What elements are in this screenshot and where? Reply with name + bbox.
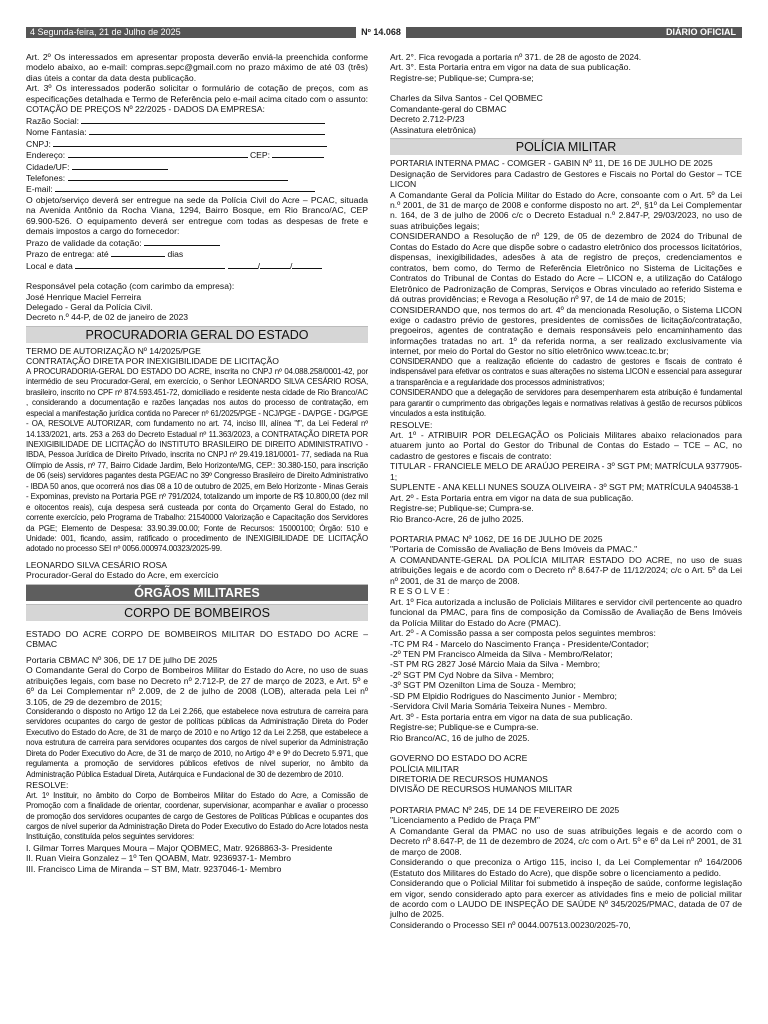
paragraph: "Licenciamento a Pedido de Praça PM" <box>390 815 540 826</box>
form-razao: Razão Social: <box>26 115 368 126</box>
section-title: CONTRATAÇÃO DIRETA POR INEXIGIBILIDADE DE LICITAÇÃO <box>26 356 279 367</box>
section-header-line: POLÍCIA MILITAR <box>390 763 460 774</box>
page-header <box>26 27 742 38</box>
paragraph: O objeto/serviço deverá ser entregue na sede da Polícia Civil do Acre – PCAC, situada na Avenida Antônio da Rocha Viana, 1294, Bairro Bosque, em Rio Branco/AC, CEP 69.900-526. O equipamento deverá ser entregue com todas as despesas de frete e demais impostos a cargo do fornecedor: <box>26 194 368 237</box>
list-item: III. Francisco Lima de Miranda – ST BM, Matr. 9237046-1- Membro <box>26 863 282 874</box>
paragraph: Art. 2º - A Comissão passa a ser composta pelos seguintes membros: <box>390 628 656 639</box>
paragraph: Art. 2º Os interessados em apresentar proposta deverão enviá-la preenchida conforme modelo abaixo, ao e-mail: compras.sepc@gmail.com no prazo máximo de até 03 (três) dias úteis a contar da data desta publicação. <box>26 52 368 83</box>
section-title: TERMO DE AUTORIZAÇÃO Nº 14/2025/PGE <box>26 345 201 356</box>
paragraph: Art. 1º Fica autorizada a inclusão de Policiais Militares e servidor civil pertencente ao quadro funcional da PMAC, para fins de composição da Comissão de Avaliação de Bens Imóveis da Polícia Militar do Estado do Acre (PMAC). <box>390 596 742 628</box>
paragraph: CONSIDERANDO que a realização eficiente do cadastro de gestores e fiscais de contrato é indispensável para efetivar os contratos e suas alterações no sistema LICON e essencial para assegurar a transparência e a regularidade dos processos administrativos; <box>390 356 742 387</box>
paragraph: Considerando que o Policial Militar foi submetido à inspeção de saúde, conforme legislação em vigor, sendo considerado apto para exercer as atividades fins e meio de policial militar de acordo com o LAUDO DE INSPEÇÃO DE SAÚDE Nº 345/2025/PMAC, datada de 07 de julho de 2025. <box>390 878 742 920</box>
paragraph: Considerando o disposto no Artigo 12 da Lei 2.266, que estabelece nova estrutura de carreira para servidores ocupantes do cargo de gestor de políticas públicas da Administração Direta do Poder Executivo do Estado do Acre, de 31 de março de 2010 e no Artigo 12 da Lei 2.258, que estabelece a nova estrutura de carreira para servidores ocupantes dos cargos de nível superior da Administração Direta do Poder Executivo do Acre, de 31 de março de 2010, no Artigo 4º e 9º do Decreto 5.971, que regulamenta a promoção de servidores públicos efetivos de nível superior, no âmbito da Administração Pública Estadual Direta, Autárquica e Fundacional de 30 de dezembro de 2010. <box>26 707 368 779</box>
paragraph: O Comandante Geral do Corpo de Bombeiros Militar do Estado do Acre, no uso de suas atribuições legais, com base no Decreto nº 2.712-P, de 27 de março de 2023, e Art. 5º e 6º da Lei Complementar nº 2.009, de 2 de julho de 2008 (LOB), alterada pela Lei nº 3.105, de 29 de dezembro de 2015; <box>26 665 368 707</box>
paragraph: CONSIDERANDO que, nos termos do art. 4º da mencionada Resolução, o Sistema LICON exige o cadastro prévio de gestores, presidentes de comissões de licitação/contratação, pregoeiros, agentes de contratação e demais responsáveis pelo encaminhamento das informações tratadas no art. 1º da referida norma, a ser realizado exclusivamente via internet, por meio do Portal do Gestor no sítio eletrônico www.tceac.tc.br; <box>390 304 742 357</box>
paragraph: Art. 1º Instituir, no âmbito do Corpo de Bombeiros Militar do Estado do Acre, a Comissão de Promoção com a finalidade de orientar, coordenar, supervisionar, acompanhar e avaliar o processo de promoção dos servidores ocupantes de cargo de Gestores de Políticas Públicas e ocupantes dos cargos de nível superior da Administração Direta do Poder Executivo do Estado do Acre lotados nesta Instituição, constituída pelos seguintes servidores: <box>26 790 368 842</box>
paragraph: Designação de Servidores para Cadastro de Gestores e Fiscais no Portal do Gestor – TCE LICON <box>390 168 742 190</box>
paragraph: Registre-se; Publique-se; Cumpra-se; <box>390 72 534 83</box>
list-item: -SD PM Elpidio Rodrigues do Nascimento Junior - Membro; <box>390 690 617 701</box>
signature-line: Procurador-Geral do Estado do Acre, em exercício <box>26 570 219 581</box>
signature-line: LEONARDO SILVA CESÁRIO ROSA <box>26 559 168 570</box>
paragraph: Art. 2°. Fica revogada a portaria nº 371. de 28 de agosto de 2024. <box>390 52 642 62</box>
paragraph: Art. 3°. Esta Portaria entra em vigor na data de sua publicação. <box>390 62 631 73</box>
list-item: -ST PM RG 2827 José Márcio Maia da Silva - Membro; <box>390 659 600 670</box>
paragraph: Art. 3º - Esta portaria entra em vigor na data de sua publicação. <box>390 711 633 722</box>
form-cnpj: CNPJ: <box>26 138 368 149</box>
paragraph: CONSIDERANDO que a delegação de servidores para desempenharem esta atribuição é fundamental para garantir o cumprimento das obrigações legais e normativas relativas à gestão de recursos públicos vinculados a esta instituição. <box>390 388 742 419</box>
form-prazo-validade: Prazo de validade da cotação: <box>26 237 368 248</box>
section-title: PORTARIA PMAC Nº 1062, DE 16 DE JULHO DE 2025 <box>390 534 603 545</box>
paragraph: Art. 3º Os interessados poderão solicitar o formulário de cotação de preços, com as especificações detalhada e Termo de Referência pelo e-mail acima citado com o assunto: COTAÇÃO DE PREÇOS Nº 22/2025 - DADOS DA EMPRESA: <box>26 83 368 115</box>
form-local-data: Local e data / / <box>26 260 368 271</box>
section-title: PORTARIA INTERNA PMAC - COMGER - GABIN Nº 11, DE 16 DE JULHO DE 2025 <box>390 158 713 169</box>
section-bar-bombeiros: CORPO DE BOMBEIROS <box>26 604 368 621</box>
paragraph: "Portaria de Comissão de Avaliação de Bens Imóveis da PMAC." <box>390 544 638 555</box>
paragraph: TITULAR - FRANCIELE MELO DE ARAÚJO PEREIRA - 3º SGT PM; MATRÍCULA 9377905-1; <box>390 461 742 482</box>
list-item: -TC PM R4 - Marcelo do Nascimento França - Presidente/Contador; <box>390 638 649 649</box>
paragraph: Rio Branco-Acre, 26 de julho 2025. <box>390 513 524 524</box>
paragraph: Rio Branco/AC, 16 de julho de 2025. <box>390 732 530 743</box>
paragraph: SUPLENTE - ANA KELLI NUNES SOUZA OLIVEIRA - 3º SGT PM; MATRÍCULA 9404538-1 <box>390 482 739 493</box>
paragraph: R E S O L V E : <box>390 586 450 597</box>
signature-line: José Henrique Maciel Ferreira <box>26 291 142 302</box>
paragraph: RESOLVE: <box>390 419 433 430</box>
signature-line: Decreto 2.712-P/23 <box>390 114 465 125</box>
paragraph: Registre-se; Publique-se; Cumpra-se. <box>390 503 534 514</box>
left-column <box>26 52 368 874</box>
header-journal-name: DIÁRIO OFICIAL <box>666 27 736 37</box>
signature-line: Charles da Silva Santos - Cel QOBMEC <box>390 93 543 104</box>
paragraph: Art. 1º - ATRIBUIR POR DELEGAÇÃO os Policiais Militares abaixo relacionados para atuarem junto ao Portal do Gestor do Tribunal de Contas do Estado – TCE – AC, no cadastro de gestores e fiscais de contrato: <box>390 429 742 461</box>
section-bar-orgaos-militares: ÓRGÃOS MILITARES <box>26 584 368 601</box>
list-item: I. Gilmar Torres Marques Moura – Major QOBMEC, Matr. 9268863-3- Presidente <box>26 842 333 853</box>
section-bar-policia-militar: POLÍCIA MILITAR <box>390 138 742 155</box>
list-item: -2º TEN PM Francisco Almeida da Silva - Membro/Relator; <box>390 649 613 660</box>
right-column <box>390 52 742 930</box>
section-title: Portaria CBMAC Nº 306, DE 17 DE julho DE 2025 <box>26 654 218 665</box>
paragraph: Art. 2º - Esta Portaria entra em vigor na data de sua publicação. <box>390 492 634 503</box>
paragraph: Considerando o Processo SEI nº 0044.007513.00230/2025-70, <box>390 919 631 930</box>
paragraph: A Comandante Geral da PMAC no uso de suas atribuições legais e de acordo com o Decreto nº 8.647-P, de 11 de dezembro de 2024, c/c com o Art. 5º e 6º da Lei nº 2001, de 31 de março de 2008. <box>390 825 742 857</box>
list-item: -3º SGT PM Ozenilton Lima de Souza - Membro; <box>390 680 576 691</box>
paragraph: RESOLVE: <box>26 780 69 791</box>
signature-line: Comandante-geral do CBMAC <box>390 103 507 114</box>
list-item: II. Ruan Vieira Gonzalez – 1º Ten QOABM, Matr. 9236937-1- Membro <box>26 853 292 864</box>
list-item: -Servidora Civil Maria Somária Teixeira Nunes - Membro. <box>390 701 608 712</box>
signature-line: Delegado - Geral da Polícia Civil. <box>26 301 153 312</box>
form-email: E-mail: <box>26 183 368 194</box>
header-date: 4 Segunda-feira, 21 de Julho de 2025 <box>30 27 181 37</box>
form-telefones: Telefones: <box>26 172 368 183</box>
list-item: -2º SGT PM Cyd Nobre da Silva - Membro; <box>390 669 554 680</box>
section-bar-pge: PROCURADORIA GERAL DO ESTADO <box>26 326 368 343</box>
paragraph: CONSIDERANDO a Resolução de nº 129, de 05 de dezembro de 2024 do Tribunal de Contas do Estado do Acre que dispõe sobre o cadastro eletrônico dos processos licitatórios, dispensas, inexigibilidades, adesões à ata de registro de preços, credenciamentos e contratos, bem como, do Termo de Referência Eletrônico no Sistema de Licitações e Contratos do Tribunal de Contas do Estado do Acre – LICON e, a utilização do Catálogo Eletrônico de Padronização de Compras, Serviços e Obras vinculado ao referido Sistema e dá outras providências; e Revoga a Resolução nº 97, de 14 de maio de 2015; <box>390 231 742 305</box>
header-edition-number: Nº 14.068 <box>356 27 406 38</box>
form-cidade: Cidade/UF: <box>26 161 368 172</box>
form-fantasia: Nome Fantasia: <box>26 126 368 137</box>
section-header-line: DIVISÃO DE RECURSOS HUMANOS MILITAR <box>390 784 573 795</box>
section-header-line: GOVERNO DO ESTADO DO ACRE <box>390 753 528 764</box>
paragraph: ESTADO DO ACRE CORPO DE BOMBEIROS MILITAR DO ESTADO DO ACRE – CBMAC <box>26 628 368 650</box>
form-endereco: Endereço: CEP: <box>26 149 368 160</box>
section-title: PORTARIA PMAC Nº 245, DE 14 DE FEVEREIRO DE 2025 <box>390 804 620 815</box>
paragraph: Registre-se; Publique-se e Cumpra-se. <box>390 722 539 733</box>
paragraph: A Comandante Geral da Polícia Militar do Estado do Acre, consoante com o Art. 5º da Lei n.º 2001, de 31 de março de 2008 e conforme disposto no art. 2º, §1º da Lei Complementar n. 164, de 3 de julho de 2006 c/c o Decreto Estadual n.º 2.847-P, 29/03/2023, no uso de suas atribuições legais; <box>390 189 742 231</box>
signature-line: Responsável pela cotação (com carimbo da empresa): <box>26 281 235 292</box>
paragraph: A PROCURADORIA-GERAL DO ESTADO DO ACRE, inscrita no CNPJ nº 04.088.258/0001-42, por intermédio de seu Procurador-Geral, em exercício, o Senhor LEONARDO SILVA CESÁRIO ROSA, brasileiro, inscrito no CPF nº 874.593.451-72, domiciliado e residente nesta cidade de Rio Branco/AC , considerando a documentação e razões lançadas nos autos do processo de contratação, em especial a manifestação jurídica contida no Parecer nº 61/2025/PGE - NCJ/PGE - DA/PGE - DG/PGE - OA, RESOLVE AUTORIZAR, com fundamento no art. 74, inciso III, alínea "f", da Lei Federal nº 14.133/2021, arts. 253 a 263 do Decreto Estadual nº 11.363/2023, a CONTRATAÇÃO DIRETA POR INEXIGIBILIDADE DE LICITAÇÃO do INSTITUTO BRASILEIRO DE DIREITO ADMINISTRATIVO - IBDA, Pessoa Jurídica de Direito Privado, inscrita no CNPJ nº 29.419.181/0001- 77, sediada na Rua Olímpio de Assis, nº 77, Bairro Cidade Jardim, Belo Horizonte/MG, CEP.: 30.380-150, para inscrição de 06 (seis) servidores pagantes desta PGE/AC no 39º Congresso Brasileiro de Direito Administrativo - IBDA 50 anos, que ocorrerá nos dias 08 a 10 de outubro de 2025, em Belo Horizonte - Minas Gerais - Expominas, previsto na Portaria PGE nº 791/2024, totalizando um importe de R$ 10.800,00 (dez mil e oitocentos reais), cuja despesa será custeada por conta do Orçamento Geral do Estado, no corrente exercício, pelo Programa de Trabalho: 21540000 Valorização e Capacitação dos Servidores da PGE; Elemento de Despesa: 33.90.39.00.00; Fonte de Recursos: 15000100; Órgão: 510 e Unidade: 001, ficando, assim, ratificado o procedimento de INEXIGIBILIDADE DE LICITAÇÃO adotado no processo SEI nº 0056.000974.00323/2025-99. <box>26 366 368 554</box>
paragraph: A COMANDANTE-GERAL DA POLÍCIA MILITAR ESTADO DO ACRE, no uso de suas atribuições legais e de acordo com o Decreto nº 8.647-P de 11/12/2024; c/c o Art. 5º da Lei nº 2001, de 31 de março de 2008. <box>390 554 742 586</box>
signature-line: Decreto n.º 44-P, de 02 de janeiro de 2023 <box>26 312 189 323</box>
signature-line: (Assinatura eletrônica) <box>390 124 476 135</box>
form-prazo-entrega: Prazo de entrega: até dias <box>26 249 184 260</box>
paragraph: Considerando o que preconiza o Artigo 115, inciso I, da Lei Complementar nº 164/2006 (Estatuto dos Militares do Estado do Acre), que dispõe sobre o licenciamento a pedido. <box>390 857 742 878</box>
section-header-line: DIRETORIA DE RECURSOS HUMANOS <box>390 774 548 784</box>
